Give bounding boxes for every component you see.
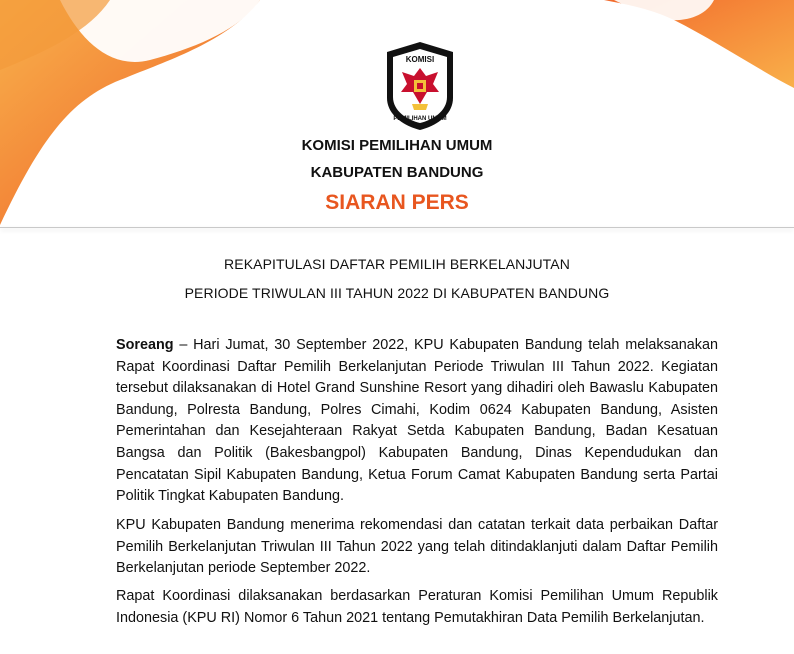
paragraph-2: KPU Kabupaten Bandung menerima rekomendasi dan catatan terkait data perbaikan Daftar Pemilih Berkelanjutan Triwulan III Tahun 2022 yang telah ditindaklanjuti dalam Daftar Pemilih Berkelanjutan periode September 2022.	[116, 517, 718, 577]
kpu-logo	[381, 40, 459, 132]
org-name-line2: KABUPATEN BANDUNG	[310, 164, 484, 181]
paragraph-1-text: – Hari Jumat, 30 September 2022, KPU Kabupaten Bandung telah melaksanakan Rapat Koordinasi Daftar Pemilih Berkelanjutan Periode Triwulan III Tahun 2022. Kegiatan tersebut dilaksanakan di Hotel Grand Sunshine Resort yang dihadiri oleh Bawaslu Kabupaten Bandung, Polresta Bandung, Polres Cimahi, Kodim 0624 Kabupaten Bandung, Asisten Pemerintahan dan Kesejahteraan Rakyat Setda Kabupaten Bandung, Badan Kesatuan Bangsa dan Politik (Bakesbangpol) Kabupaten Bandung, Dinas Kependudukan dan Pencatatan Sipil Kabupaten Bandung, Ketua Forum Camat Kabupaten Bandung serta Partai Politik Tingkat Kabupaten Bandung.	[116, 337, 718, 505]
document-title-line1: REKAPITULASI DAFTAR PEMILIH BERKELANJUTAN	[224, 256, 570, 272]
paragraph-3: Rapat Koordinasi dilaksanakan berdasarkan Peraturan Komisi Pemilihan Umum Republik Indonesia (KPU RI) Nomor 6 Tahun 2021 tentang Pemutakhiran Data Pemilih Berkelanjutan.	[116, 588, 718, 626]
paragraph-1	[116, 335, 718, 508]
dateline-location: Soreang	[116, 337, 174, 353]
header-divider	[0, 227, 794, 228]
org-name-line1: KOMISI PEMILIHAN UMUM	[301, 137, 493, 154]
document-type-heading: SIARAN PERS	[325, 191, 469, 214]
svg-text:KOMISI: KOMISI	[405, 55, 435, 64]
document-title-line2: PERIODE TRIWULAN III TAHUN 2022 DI KABUPATEN BANDUNG	[184, 285, 610, 301]
svg-text:PEMILIHAN UMUM: PEMILIHAN UMUM	[393, 116, 447, 122]
orange-wave-decoration-right	[544, 0, 794, 90]
